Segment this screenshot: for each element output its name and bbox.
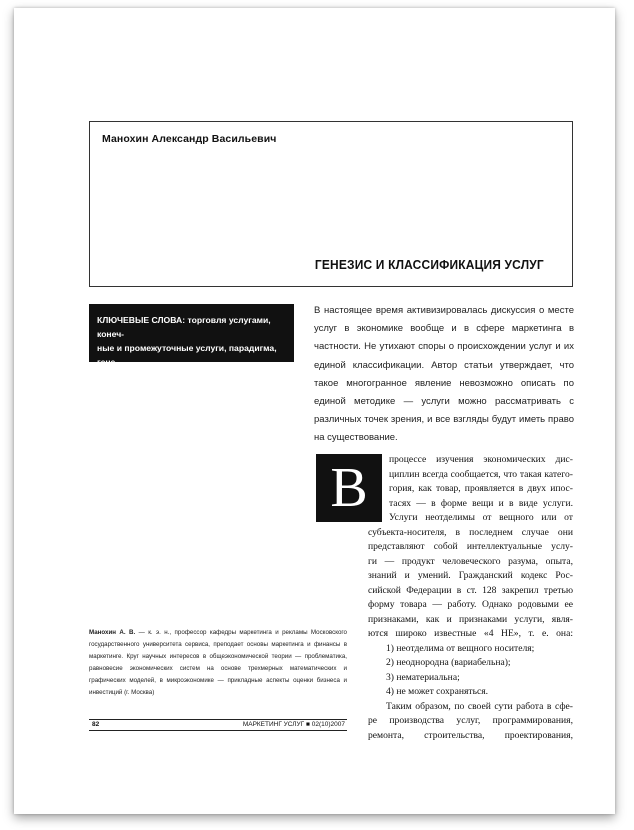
body-list-item: 4) не может сохраняться. [386,686,489,697]
body-line: тасях — в форме вещи и в виде услуги. [389,497,573,509]
body-line: ются широко известные «4 НЕ», т. е. она: [368,628,573,639]
author-bio [89,627,347,699]
body-line: субъекта-носителя, в последнем случае они [368,526,573,538]
author-name: Манохин Александр Васильевич [102,133,277,145]
keywords-box [89,304,294,381]
body-line: гория, как товар, проявляется в двух ипос- [389,483,573,494]
author-bio-name: Манохин А. В. [89,629,136,636]
body-line: форму товара — работу. Однако родовыми ее [368,599,573,610]
article-body [316,453,573,743]
body-line: ги — продукт человеческого разума, опыта, [368,555,573,567]
body-list-item: 1) неотделима от вещного носителя; [386,642,535,654]
page-footer [89,719,347,731]
article-title: ГЕНЕЗИС И КЛАССИФИКАЦИЯ УСЛУГ [315,257,544,272]
body-line: Таким образом, по своей сути работа в сфе- [386,700,573,712]
title-frame [89,121,573,287]
body-line: сийской Федерации в ст. 128 закрепил третью [368,584,573,596]
abstract [314,302,574,448]
body-line: знаний и умений. Гражданский кодекс Рос- [368,570,573,581]
body-list-item: 3) нематериальна; [386,671,460,683]
body-line: представляют собой интеллектуальные услу- [368,541,573,552]
body-line: Услуги неотделимы от вещного или от [389,512,573,523]
journal-page [14,8,615,814]
body-line: ремонта, строительства, проектирования, [368,729,573,741]
page-number: 82 [92,721,100,728]
author-bio-text: — к. э. н., профессор кафедры маркетинга и рекламы Московского государственного университета сервиса, преподает основы маркетинга и финансы в маркетинге. Круг научных интересов в общеэкономической теории — проблематика, равновесие экономических систем на основе трехмерных математических и графических моделей, в микроэкономике — прикладные аспекты оценки бизнеса и инвестиций (г. Москва) [89,629,347,696]
keywords-line: КЛЮЧЕВЫЕ СЛОВА: торговля услугами, конеч- [97,315,271,339]
keywords-line: ные и промежуточные услуги, парадигма, гене- [97,343,277,367]
drop-cap: В [316,454,382,522]
body-line: ре производства услуг, программирования, [368,715,573,726]
abstract-text: В настоящее время активизировалась дискуссия о месте услуг в экономике вообще и в сфере маркетинга в частности. Не утихают споры о происхождении услуг и их единой классификации. Автор статьи утверждает, что такое многогранное явление невозможно описать по единой методике — услуги можно рассматривать с различных точек зрения, и все взгляды будут иметь право на существование. [314,305,574,444]
keywords-line: зис, первичные услуги [97,371,195,381]
body-line: процессе изучения экономических дис- [389,454,573,465]
journal-name: МАРКЕТИНГ УСЛУГ ■ 02(10)2007 [242,721,345,728]
body-list-item: 2) неоднородна (вариабельна); [386,657,511,668]
body-line: признаками, как и признаками услуги, явля- [368,613,573,625]
body-line: циплин всегда сообщается, что такая катего- [389,468,573,480]
